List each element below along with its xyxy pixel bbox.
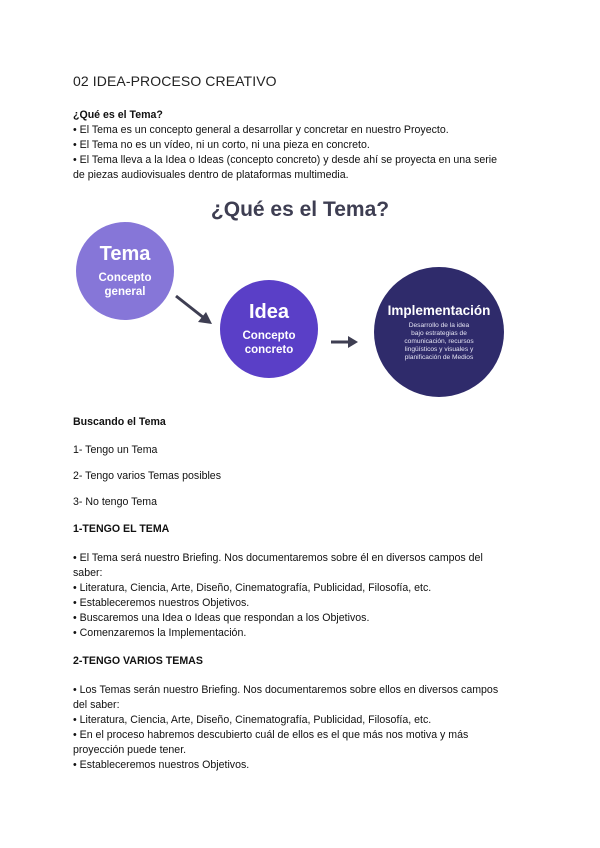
intro-question: ¿Qué es el Tema? xyxy=(73,109,163,121)
section2-bullet: • Los Temas serán nuestro Briefing. Nos documentaremos sobre ellos en diversos campos xyxy=(73,684,499,696)
idea-circle-subtitle xyxy=(242,329,295,357)
section2-bullet: del saber: xyxy=(73,699,120,711)
section1-bullet: • Buscaremos una Idea o Ideas que respondan a los Objetivos. xyxy=(73,612,370,624)
section1-bullet: • Comenzaremos la Implementación. xyxy=(73,627,247,639)
section1-bullet: • Estableceremos nuestros Objetivos. xyxy=(73,597,250,609)
buscando-heading: Buscando el Tema xyxy=(73,416,166,428)
section2-bullet: • Literatura, Ciencia, Arte, Diseño, Cinematografía, Publicidad, Filosofía, etc. xyxy=(73,714,432,726)
diagram-title: ¿Qué es el Tema? xyxy=(210,198,390,221)
arrow-down-right-icon xyxy=(172,292,216,328)
implementacion-description xyxy=(389,322,489,362)
tema-circle-subtitle xyxy=(98,271,151,299)
section1-bullet: • El Tema será nuestro Briefing. Nos documentaremos sobre él en diversos campos del xyxy=(73,552,483,564)
document-title: 02 IDEA-PROCESO CREATIVO xyxy=(73,73,277,89)
tema-circle xyxy=(76,222,174,320)
section1-block xyxy=(73,551,533,641)
tema-sub-line: Concepto xyxy=(98,272,152,284)
tema-sub-line: general xyxy=(104,286,146,298)
intro-block xyxy=(73,108,533,183)
section2-bullet: • Estableceremos nuestros Objetivos. xyxy=(73,759,250,771)
section1-heading: 1-TENGO EL TEMA xyxy=(73,523,170,535)
implementacion-desc-line: Desarrollo de la idea xyxy=(408,321,470,329)
intro-bullet: • El Tema es un concepto general a desarrollar y concretar en nuestro Proyecto. xyxy=(73,124,449,136)
arrow-right-icon xyxy=(330,334,360,350)
section2-bullet: proyección puede tener. xyxy=(73,744,187,756)
buscando-item: 2- Tengo varios Temas posibles xyxy=(73,470,222,482)
intro-bullet: de piezas audiovisuales dentro de plataformas multimedia. xyxy=(73,169,349,181)
implementacion-desc-line: lingüísticos y visuales y xyxy=(404,345,474,353)
tema-circle-title: Tema xyxy=(99,243,151,265)
implementacion-desc-line: comunicación, recursos xyxy=(404,337,474,345)
section1-bullet: • Literatura, Ciencia, Arte, Diseño, Cinematografía, Publicidad, Filosofía, etc. xyxy=(73,582,432,594)
section2-block xyxy=(73,683,533,773)
buscando-item: 1- Tengo un Tema xyxy=(73,444,158,456)
idea-circle xyxy=(220,280,318,378)
idea-circle-title: Idea xyxy=(248,301,290,323)
buscando-item: 3- No tengo Tema xyxy=(73,496,158,508)
section2-bullet: • En el proceso habremos descubierto cuál de ellos es el que más nos motiva y más xyxy=(73,729,469,741)
section1-bullet: saber: xyxy=(73,567,103,579)
implementacion-desc-line: planificación de Medios xyxy=(404,353,474,361)
tema-diagram xyxy=(60,192,540,402)
idea-sub-line: Concepto xyxy=(242,330,296,342)
intro-bullet: • El Tema lleva a la Idea o Ideas (concepto concreto) y desde ahí se proyecta en una serie xyxy=(73,154,497,166)
implementacion-desc-line: bajo estrategias de xyxy=(411,329,467,337)
implementacion-circle xyxy=(374,267,504,397)
implementacion-circle-title: Implementación xyxy=(387,302,491,318)
section2-heading: 2-TENGO VARIOS TEMAS xyxy=(73,655,203,667)
intro-bullet: • El Tema no es un vídeo, ni un corto, ni una pieza en concreto. xyxy=(73,139,370,151)
idea-sub-line: concreto xyxy=(244,344,294,356)
